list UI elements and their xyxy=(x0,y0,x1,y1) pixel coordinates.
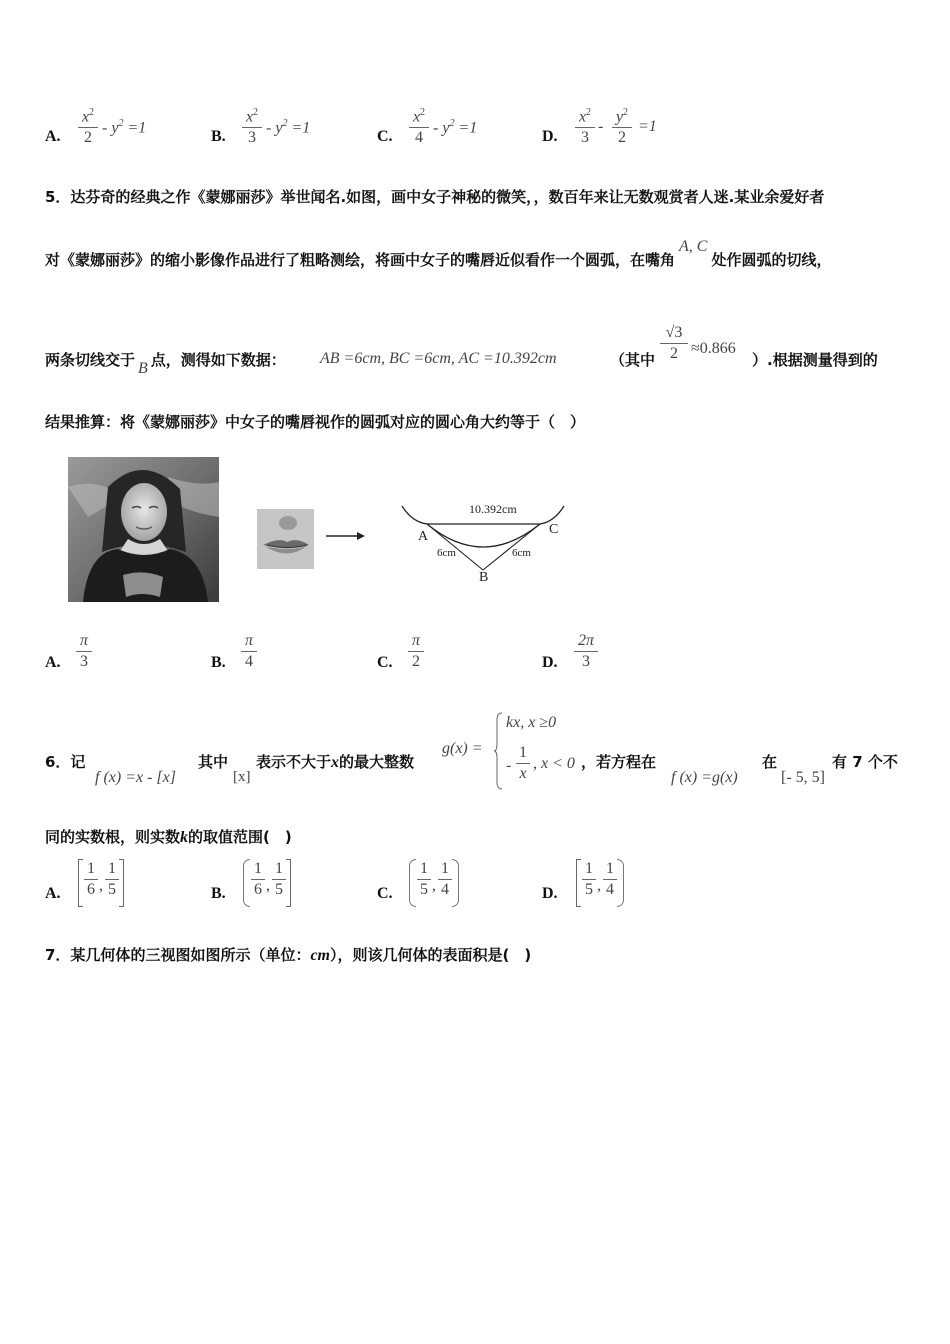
diagram-bc-label: 6cm xyxy=(512,547,531,559)
q4-option-c-rest: - $y^2 =1$ xyxy=(433,118,478,137)
q5-option-d-label: D. xyxy=(542,654,558,671)
q4-option-a-fraction: $x^2$ 2 xyxy=(78,104,98,147)
q6-option-d-label: D. xyxy=(542,885,558,902)
diagram-ab-label: 6cm xyxy=(437,547,456,559)
q5-option-b-fraction: π 4 xyxy=(241,632,257,671)
q6-on: 在 xyxy=(762,753,778,771)
q6-f-definition: f (x) =x - [x] xyxy=(95,769,176,786)
q6-floor-desc: 表示不大于x的最大整数 xyxy=(256,753,415,771)
q6-option-c-frac-1: 1 5 xyxy=(417,860,431,899)
q6-option-d-frac-1: 1 5 xyxy=(582,860,596,899)
q6-option-b-frac-1: 1 6 xyxy=(251,860,265,899)
q5-approx: ≈0.866 xyxy=(691,340,736,357)
q5-line-4: 结果推算：将《蒙娜丽莎》中女子的嘴唇视作的圆弧对应的圆心角大约等于（ ） xyxy=(45,413,586,431)
q5-line-1: 5．达芬奇的经典之作《蒙娜丽莎》举世闻名.如图，画中女子神秘的微笑，，数百年来让无数观赏者人迷.某业余爱好者 xyxy=(45,188,825,206)
left-square-bracket-icon xyxy=(576,859,581,907)
q6-case-1: kx, x ≥0 xyxy=(506,714,557,731)
q6-option-b-frac-2: 1 5 xyxy=(272,860,286,899)
q6-case-2-minus: - xyxy=(506,757,512,774)
left-square-bracket-icon xyxy=(78,859,83,907)
q6-option-c-label: C. xyxy=(377,885,393,902)
q5-line-3: 两条切线交于 B 点，测得如下数据： xyxy=(45,351,286,377)
q6-option-a-frac-1: 1 6 xyxy=(84,860,98,899)
q4-option-d-fraction-1: $x^2$ 3 xyxy=(575,104,595,147)
diagram-point-c: C xyxy=(549,522,559,537)
q4-option-c-label: C. xyxy=(377,128,393,145)
left-paren-icon xyxy=(243,859,250,907)
q6-option-a-label: A. xyxy=(45,885,61,902)
q6-root-count: 有 7 个不 xyxy=(832,753,898,771)
q4-option-b-fraction: $x^2$ 3 xyxy=(242,104,262,147)
q6-option-a-frac-2: 1 5 xyxy=(105,860,119,899)
q6-intro: 6．记 xyxy=(45,753,86,771)
piecewise-brace-icon xyxy=(494,712,504,790)
q4-option-d-fraction-2: $y^2$ 2 xyxy=(612,104,632,147)
right-paren-icon xyxy=(452,859,459,907)
q4-option-d-eq: =1 xyxy=(638,118,657,135)
q6-where: 其中 xyxy=(198,753,229,771)
right-square-bracket-icon xyxy=(119,859,124,907)
diagram-point-b: B xyxy=(479,570,489,585)
q5-line-3-end: ）.根据测量得到的 xyxy=(752,351,878,369)
q5-option-a-fraction: π 3 xyxy=(76,632,92,671)
q6-case-2-cond: , x < 0 xyxy=(533,755,575,772)
q4-option-b-rest: - $y^2 =1$ xyxy=(266,118,311,137)
q4-option-c-fraction: $x^2$ 4 xyxy=(409,104,429,147)
q5-option-b-label: B. xyxy=(211,654,226,671)
q5-option-a-label: A. xyxy=(45,654,61,671)
q6-option-b-label: B. xyxy=(211,885,226,902)
q6-interval: [- 5, 5] xyxy=(781,769,825,786)
q6-option-d-frac-2: 1 4 xyxy=(603,860,617,899)
arrow-right-icon xyxy=(325,529,367,543)
q4-option-b-label: B. xyxy=(211,128,226,145)
q5-note-open: （其中 xyxy=(610,351,656,369)
lips-closeup-image xyxy=(257,509,314,569)
q6-equation: f (x) =g(x) xyxy=(671,769,738,786)
q4-option-d-label: D. xyxy=(542,128,558,145)
right-square-bracket-icon xyxy=(286,859,291,907)
q4-option-a-rest: - $y^2 =1$ xyxy=(102,118,147,137)
q5-option-c-label: C. xyxy=(377,654,393,671)
diagram-point-a: A xyxy=(418,529,429,544)
q5-math-ac: A, C xyxy=(679,238,708,255)
q5-sqrt-fraction: √3 2 xyxy=(660,324,688,363)
q6-case-2-fraction: 1 x xyxy=(516,744,530,783)
q5-option-c-fraction: π 2 xyxy=(408,632,424,671)
q4-option-d-minus: - xyxy=(598,118,604,135)
q5-option-d-fraction: 2π 3 xyxy=(574,632,598,671)
q5-line-2: 对《蒙娜丽莎》的缩小影像作品进行了粗略测绘，将画中女子的嘴唇近似看作一个圆弧，在嘴角A, C处作圆弧的切线， xyxy=(45,238,832,269)
mona-lisa-image xyxy=(68,457,219,602)
q6-option-c-frac-2: 1 4 xyxy=(438,860,452,899)
q4-option-a-label: A. xyxy=(45,128,61,145)
q5-measurements: AB =6cm, BC =6cm, AC =10.392cm xyxy=(320,350,557,367)
q6-line-2: 同的实数根，则实数k的取值范围( ) xyxy=(45,828,292,846)
q6-equation-intro: ，若方程在 xyxy=(581,753,657,771)
right-paren-icon xyxy=(617,859,624,907)
q6-floor-x: [x] xyxy=(233,769,251,785)
left-paren-icon xyxy=(409,859,416,907)
q7-line-1: 7．某几何体的三视图如图所示（单位：cm），则该几何体的表面积是( ) xyxy=(45,946,532,964)
q6-g-label: g(x) = xyxy=(442,740,483,757)
diagram-ac-label: 10.392cm xyxy=(469,502,517,516)
